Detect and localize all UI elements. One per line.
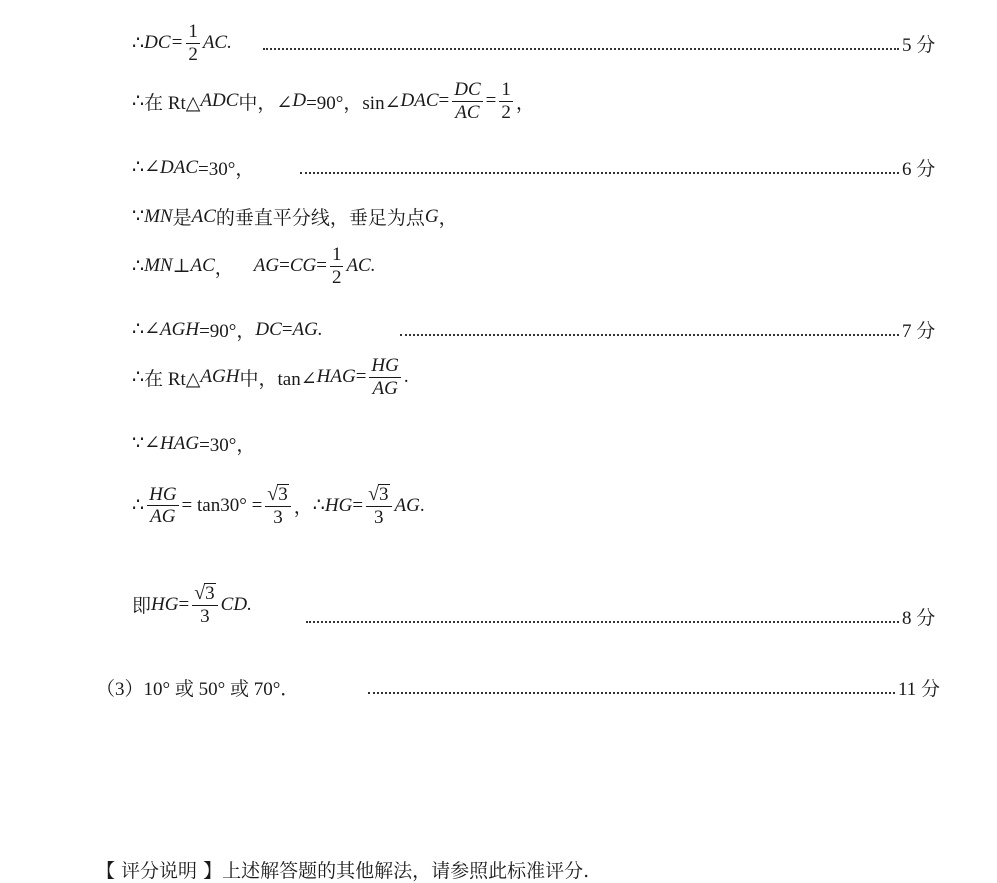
therefore-symbol: ∴ <box>132 157 145 178</box>
step-angle-agh <box>132 316 323 343</box>
segment-hg: HG <box>324 494 353 516</box>
fraction-denominator: AG <box>150 506 176 528</box>
angle-hag: HAG <box>160 432 200 454</box>
fraction-numerator: DC <box>454 79 481 100</box>
segment-dc: DC <box>255 318 282 340</box>
segment-ag: AG <box>253 255 280 277</box>
angle-d: D <box>292 90 307 112</box>
fraction-numerator: HG <box>371 355 399 376</box>
fraction-hg-ag <box>147 485 178 528</box>
segment-ag: AG <box>394 494 420 516</box>
rhs: AC. <box>346 255 376 277</box>
angle-sign: ∠ <box>144 319 161 340</box>
text: ， <box>438 208 458 229</box>
fraction-sqrt3-3 <box>366 484 391 528</box>
equals: = <box>485 90 497 112</box>
fraction-denominator: AG <box>372 377 398 399</box>
text: 中，tan∠ <box>239 368 317 390</box>
therefore-symbol: ∴ <box>132 319 145 340</box>
segment-hg: HG <box>151 593 179 615</box>
text: = tan30° = <box>181 494 263 516</box>
score-7: 7 分 <box>902 321 936 342</box>
fraction-numerator: 1 <box>188 21 198 42</box>
radicand: 3 <box>205 583 215 605</box>
step-tan-hag <box>132 356 409 399</box>
equals: = <box>316 255 327 277</box>
text: 的垂直平分线，垂足为点 <box>215 208 425 229</box>
angle-agh: AGH <box>160 318 200 340</box>
text: 在 Rt△ <box>144 92 201 114</box>
segment-ag: AG. <box>292 318 323 340</box>
therefore-symbol: ∴ <box>132 366 145 388</box>
text: 中，∠ <box>238 92 293 114</box>
lhs: DC= <box>144 32 184 54</box>
because-symbol: ∵ <box>132 433 145 454</box>
angle-sign: ∠ <box>144 157 161 178</box>
score-8: 8 分 <box>902 608 936 629</box>
line-mn: MN <box>144 205 173 227</box>
fraction-numerator: 1 <box>331 244 342 265</box>
fraction-sqrt3-3 <box>265 484 290 528</box>
score-6: 6 分 <box>902 159 936 180</box>
point-g: G <box>424 205 439 227</box>
value: =30°， <box>198 159 255 180</box>
angle-dac: DAC <box>160 156 199 178</box>
therefore-symbol: ∴ <box>312 495 325 517</box>
fraction-denominator: 3 <box>374 507 384 528</box>
equals: = <box>178 593 190 615</box>
answer-text: （3）10° 或 50° 或 70°． <box>96 679 300 700</box>
fraction-numerator: 1 <box>501 79 511 100</box>
fraction-sqrt3-3 <box>192 583 217 627</box>
text: ， <box>515 92 535 114</box>
fraction-numerator: HG <box>149 483 177 505</box>
fraction-half <box>330 245 344 288</box>
therefore-symbol: ∴ <box>132 32 145 54</box>
equals: = <box>355 366 367 388</box>
value: =30°， <box>199 435 256 456</box>
step-mn-perp-ac <box>132 245 375 288</box>
radicand: 3 <box>278 484 288 506</box>
sqrt-icon: √ <box>368 483 380 505</box>
dot-leader <box>306 621 899 623</box>
text: 在 Rt△ <box>144 368 201 390</box>
step-sin-dac <box>132 80 535 123</box>
fraction-denominator: 2 <box>188 43 198 65</box>
text: ， <box>293 497 313 519</box>
text: =90°，sin∠ <box>306 92 401 114</box>
angle-hag: HAG <box>316 366 356 388</box>
fraction-numerator <box>265 484 290 507</box>
sqrt-icon: √ <box>267 483 279 505</box>
sqrt-icon: √ <box>194 582 206 604</box>
fraction-denominator: 2 <box>501 101 511 123</box>
text: . <box>403 366 409 388</box>
step-hg-cd <box>132 583 252 627</box>
radicand: 3 <box>379 484 389 506</box>
segment-ac: AC <box>190 255 215 277</box>
rhs: AC. <box>202 32 232 54</box>
segment-cd: CD. <box>220 593 252 615</box>
step-hag-30 <box>132 430 255 457</box>
equals: = <box>438 90 450 112</box>
dot-leader <box>400 334 899 336</box>
angle-dac: DAC <box>400 90 439 112</box>
fraction-half <box>186 22 200 65</box>
because-symbol: ∵ <box>132 206 145 227</box>
line-mn: MN <box>144 255 173 277</box>
therefore-symbol: ∴ <box>132 495 145 517</box>
equals: = <box>352 494 364 516</box>
equals: = <box>279 255 290 277</box>
fraction-denominator: 3 <box>200 606 210 627</box>
value: =90°， <box>199 321 256 342</box>
dot-leader <box>300 172 899 174</box>
therefore-symbol: ∴ <box>132 90 145 112</box>
text: 即 <box>132 596 152 618</box>
step-hg-expression <box>132 484 425 528</box>
score-11: 11 分 <box>898 679 941 700</box>
part-3-answer <box>96 674 299 701</box>
fraction-numerator <box>192 583 217 606</box>
fraction-denominator: 3 <box>273 507 283 528</box>
dot-leader <box>368 692 895 694</box>
step-mn-bisector <box>132 203 458 230</box>
text: . <box>419 494 425 516</box>
step-dc-half-ac <box>132 22 232 65</box>
score-5: 5 分 <box>902 35 936 56</box>
text: ， <box>214 257 234 279</box>
segment-ac: AC <box>191 205 216 227</box>
fraction-denominator: 2 <box>331 266 342 288</box>
fraction-denominator: AC <box>455 101 480 123</box>
segment-cg: CG <box>289 255 317 277</box>
fraction-hg-ag <box>369 356 400 399</box>
equals: = <box>281 318 293 340</box>
triangle-name: AGH <box>200 366 240 388</box>
grading-note <box>96 856 589 883</box>
dot-leader <box>263 48 899 50</box>
text: 是 <box>172 208 192 229</box>
fraction-numerator <box>366 484 391 507</box>
perp-symbol: ⊥ <box>172 255 191 277</box>
triangle-name: ADC <box>200 90 239 112</box>
angle-sign: ∠ <box>144 433 161 454</box>
fraction-half <box>499 80 513 123</box>
note-text: 【 评分说明 】上述解答题的其他解法，请参照此标准评分. <box>96 860 590 882</box>
step-angle-dac <box>132 154 254 181</box>
fraction-dc-ac <box>452 80 482 123</box>
therefore-symbol: ∴ <box>132 255 145 277</box>
